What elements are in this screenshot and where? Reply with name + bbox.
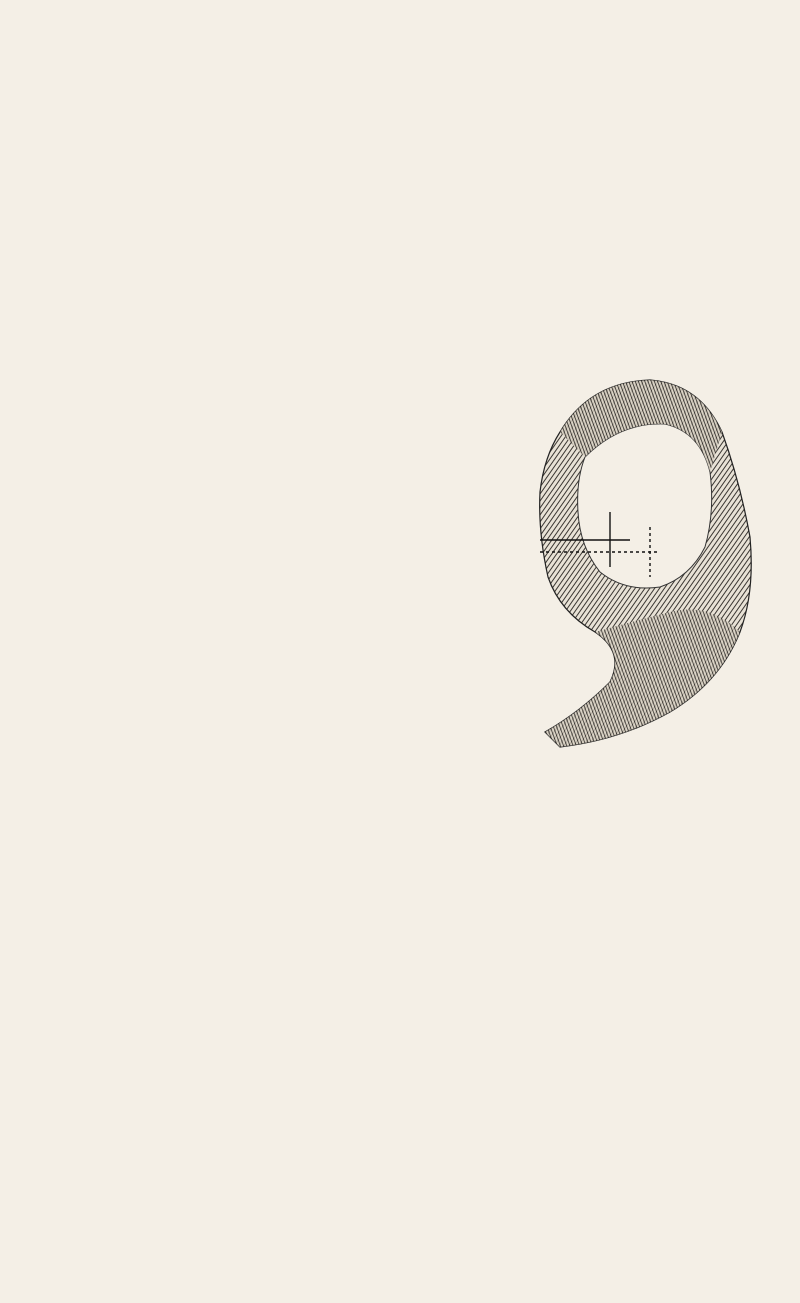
figure-100-illustration <box>500 362 764 752</box>
lower-shading <box>545 610 740 748</box>
meatus-lumen <box>578 424 712 588</box>
running-header <box>38 6 762 40</box>
